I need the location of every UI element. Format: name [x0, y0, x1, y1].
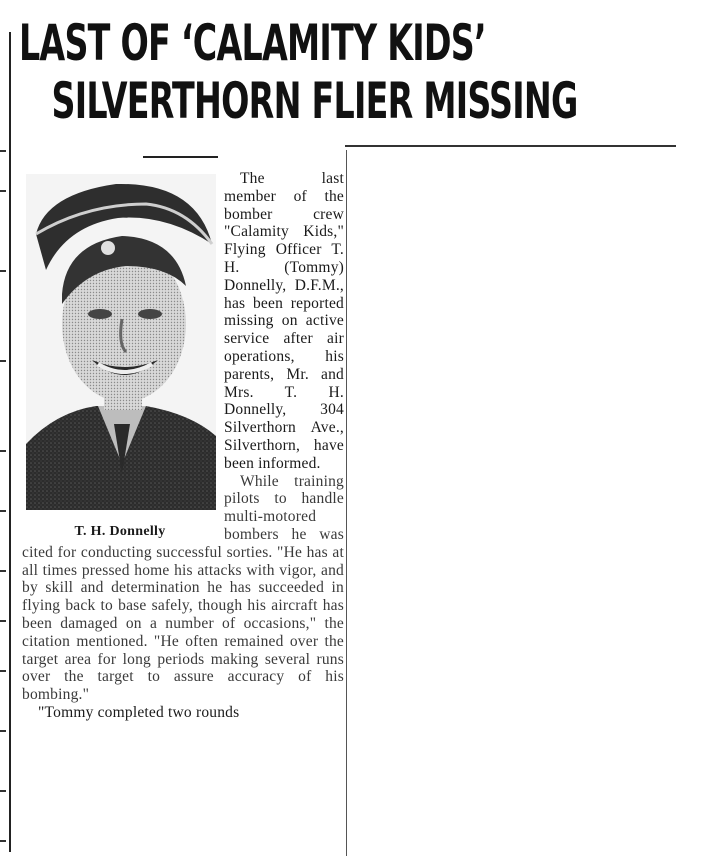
left-column-rule: [9, 32, 11, 852]
article-lead-paragraph: The last member of the bomber crew "Calamity Kids," Flying Officer T. H. (Tommy) Donnelly, D.F.M., has been reported missing on active service after air operations, his parents, Mr. and Mrs. T. H. Donnelly, 304 Silverthorn Ave., Silverthorn, have been informed.: [224, 170, 344, 472]
airman-portrait-image: [26, 174, 216, 510]
portrait-figure: [22, 174, 218, 541]
article-separator-rule: [143, 156, 218, 158]
headline-underline: [345, 145, 676, 147]
article-continued-line: "Tommy completed two rounds: [38, 703, 240, 721]
column-divider: [346, 150, 347, 856]
article-body: [22, 170, 344, 722]
headline: [16, 14, 706, 130]
headline-line-1: LAST OF ‘CALAMITY KIDS’: [18, 14, 486, 72]
photo-caption: T. H. Donnelly: [74, 524, 166, 539]
portrait-photo: [26, 174, 216, 510]
headline-line-2: SILVERTHORN FLIER MISSING: [51, 72, 578, 130]
article-body-paragraph: While training pilots to handle multi-motored bombers he was cited for conducting successful sorties. "He has at all times pressed home his attacks with vigor, and by skill and determination he has succeeded in flying back to base safely, though his aircraft has been damaged on a number of occasions," the citation mentioned. "He often remained over the target area for long periods making several runs over the target to assure accuracy of his bombing.": [22, 472, 344, 704]
